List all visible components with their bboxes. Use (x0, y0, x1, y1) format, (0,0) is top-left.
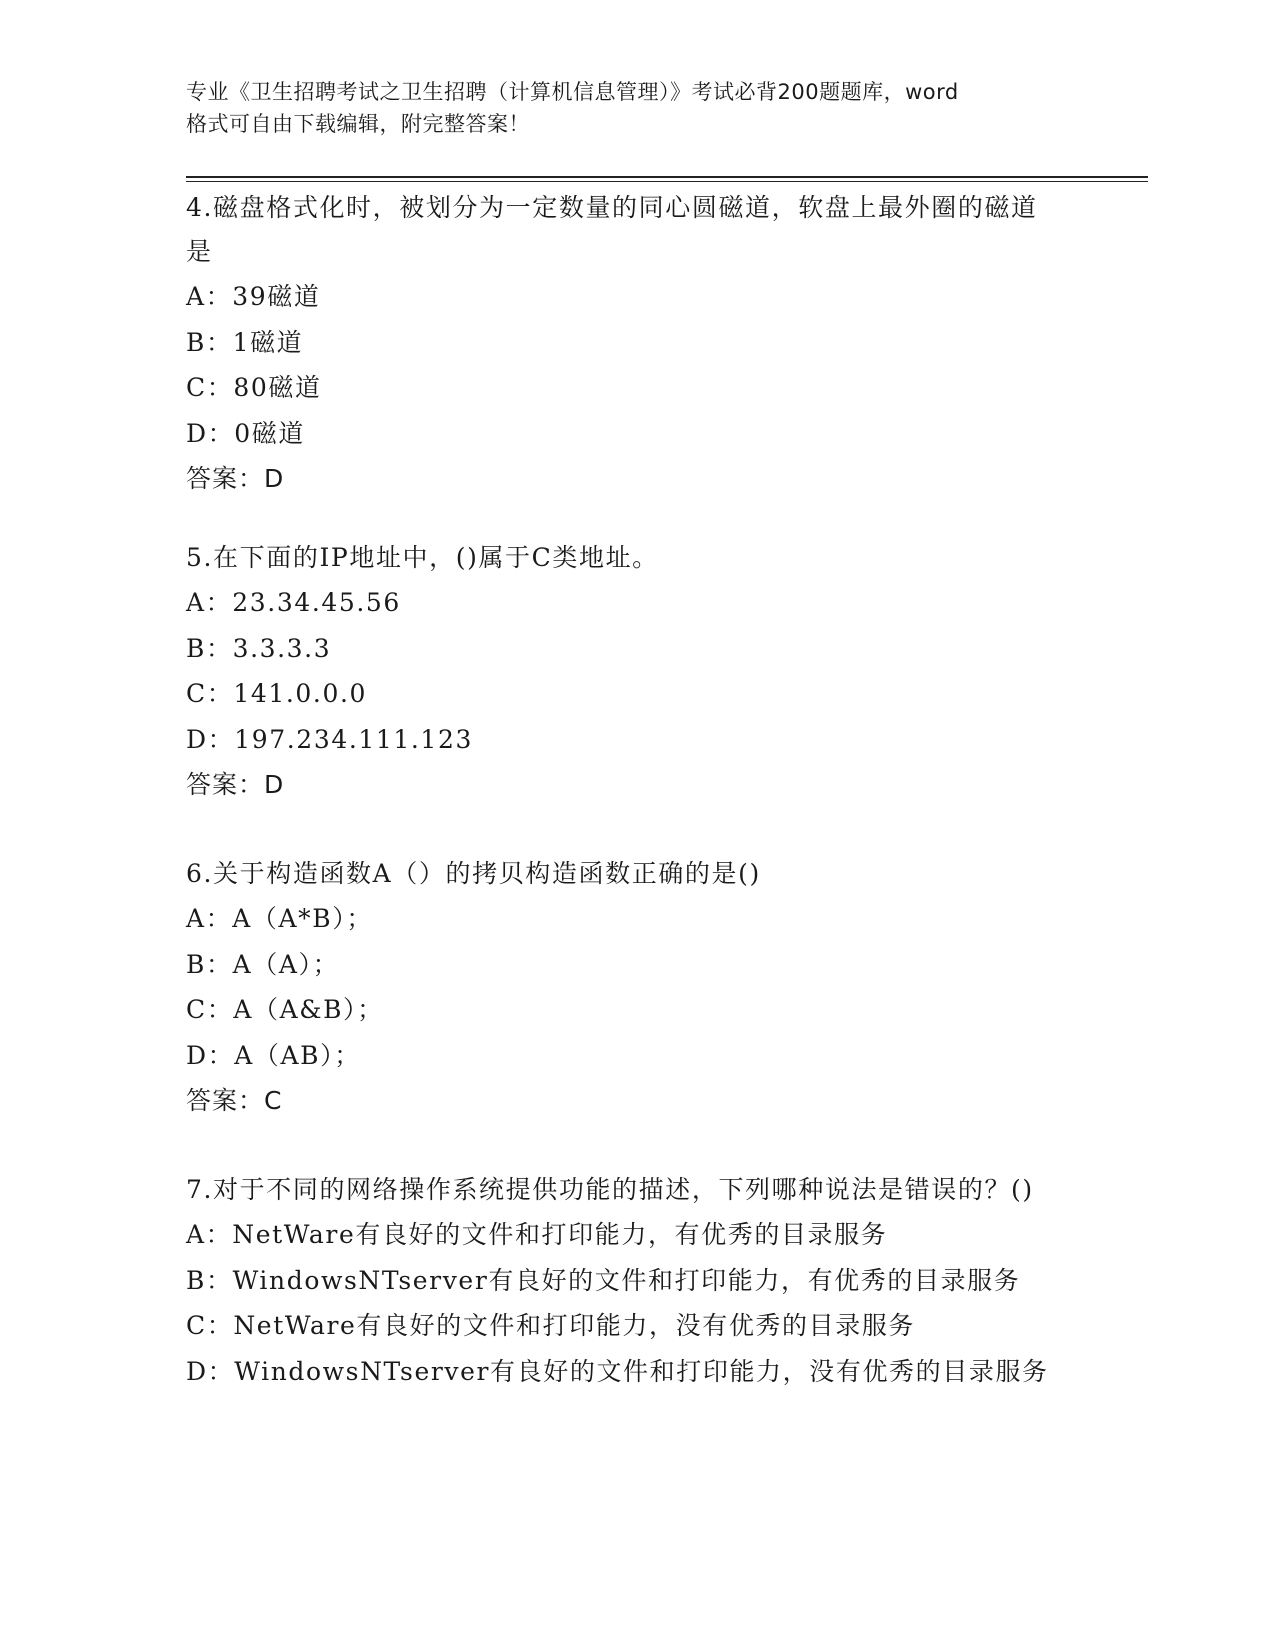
option-a: A：39磁道 (186, 282, 321, 311)
option-b: B：3.3.3.3 (186, 633, 332, 663)
header-divider-thick (186, 176, 1148, 178)
option-b: B：1磁道 (186, 327, 304, 357)
document-header (186, 76, 1086, 140)
option-c: C：141.0.0.0 (186, 679, 368, 708)
option-c: C：80磁道 (186, 373, 322, 402)
option-a: A：A（A*B）； (186, 904, 373, 933)
answer: 答案：D (186, 464, 285, 493)
option-d: D：197.234.111.123 (186, 724, 473, 754)
answer: 答案：D (186, 770, 285, 799)
option-d: D：WindowsNTserver有良好的文件和打印能力，没有优秀的目录服务 (186, 1356, 1049, 1386)
question-5 (186, 536, 1086, 807)
header-divider-thin (186, 181, 1148, 182)
question-stem: 7.对于不同的网络操作系统提供功能的描述，下列哪种说法是错误的？() (186, 1175, 1034, 1204)
question-stem: 4.磁盘格式化时，被划分为一定数量的同心圆磁道，软盘上最外圈的磁道是 (186, 193, 1038, 266)
question-stem: 5.在下面的IP地址中，()属于C类地址。 (186, 543, 659, 572)
header-line-2: 格式可自由下载编辑，附完整答案！ (186, 112, 530, 136)
option-a: A：23.34.45.56 (186, 588, 401, 617)
question-4 (186, 186, 1086, 501)
option-d: D：0磁道 (186, 418, 305, 448)
header-line-1: 专业《卫生招聘考试之卫生招聘（计算机信息管理）》考试必背200题题库，word (186, 80, 959, 104)
option-d: D：A（AB）； (186, 1040, 361, 1070)
question-6 (186, 852, 1086, 1123)
answer: 答案：C (186, 1086, 283, 1115)
option-b: B：WindowsNTserver有良好的文件和打印能力，有优秀的目录服务 (186, 1265, 1021, 1295)
option-b: B：A（A）； (186, 949, 340, 979)
option-c: C：NetWare有良好的文件和打印能力，没有优秀的目录服务 (186, 1311, 916, 1340)
option-a: A：NetWare有良好的文件和打印能力，有优秀的目录服务 (186, 1220, 888, 1249)
option-c: C：A（A&B）； (186, 995, 384, 1024)
question-7 (186, 1168, 1086, 1394)
question-stem: 6.关于构造函数A（）的拷贝构造函数正确的是() (186, 859, 761, 888)
